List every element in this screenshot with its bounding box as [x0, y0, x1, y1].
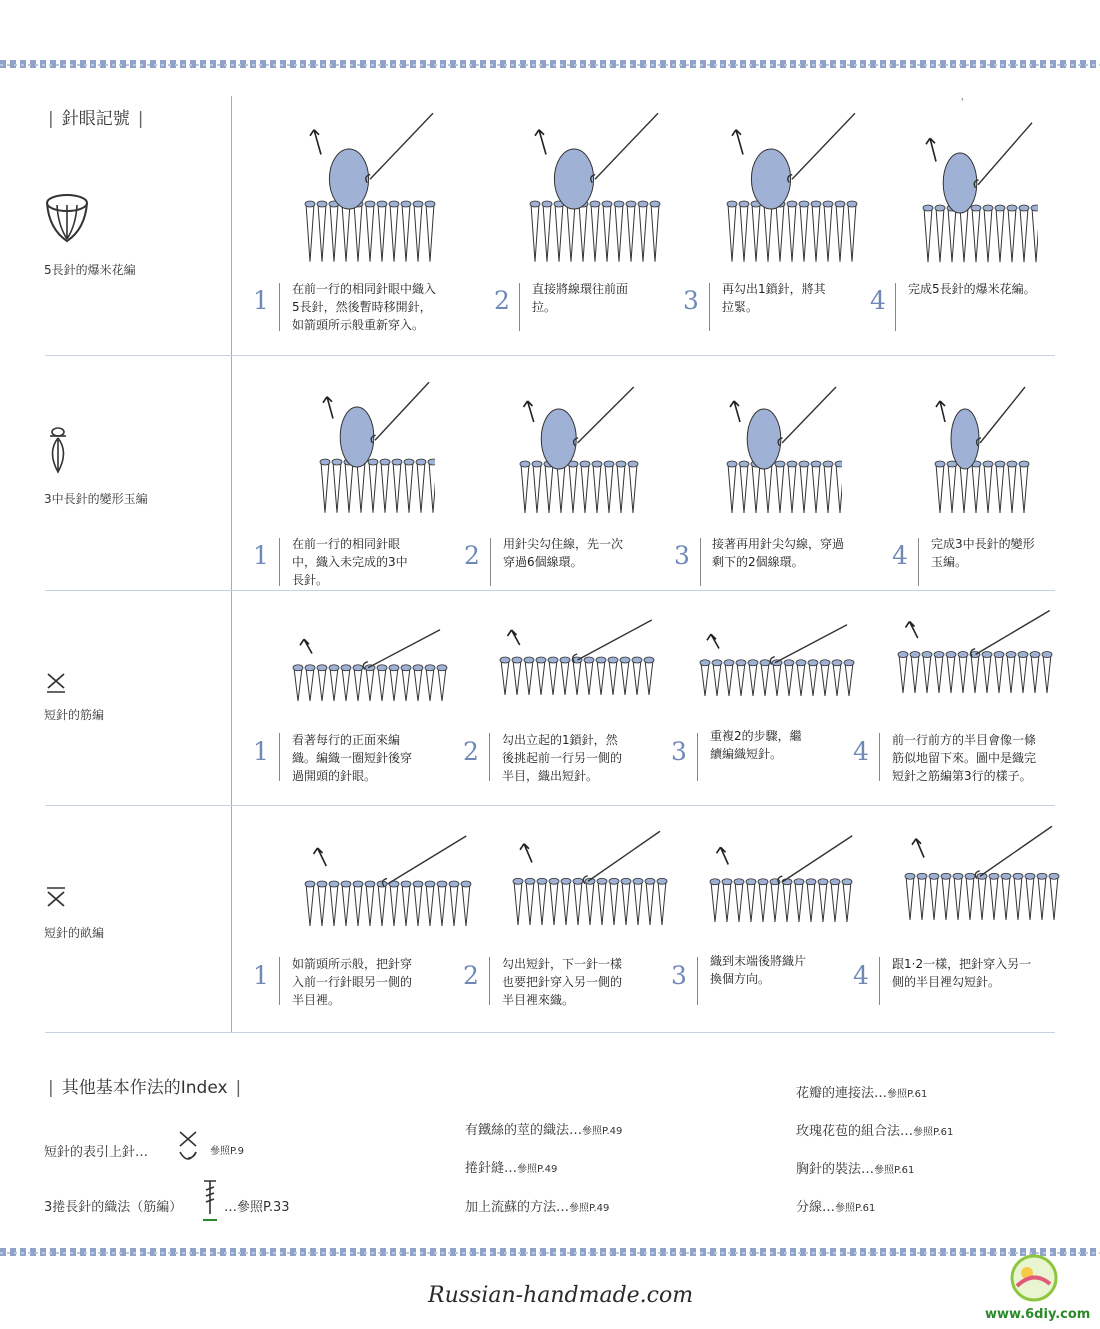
stitch-illustration: [900, 820, 1060, 945]
stitch-illustration: [930, 380, 1030, 520]
step-divider: [697, 957, 698, 1005]
step-text: 前一行前方的半目會像一條 筋似地留下來。圖中是織完 短針之筋編第3行的樣子。: [892, 733, 1037, 783]
step-divider: [279, 957, 280, 1005]
watermark: Russian-handmade.com: [428, 1283, 694, 1308]
step-text: 用針尖勾住線，先一次 穿過6個線環。: [503, 537, 624, 569]
step-text: 完成3中長針的變形 玉編。: [931, 537, 1035, 569]
step-divider: [879, 733, 880, 781]
step-text: 重複2的步驟，繼 續編織短針。: [710, 729, 802, 761]
step-divider: [918, 538, 919, 586]
stitch-illustration: [315, 375, 435, 520]
stitch-illustration: [893, 605, 1058, 715]
row-divider: [45, 590, 1055, 591]
step-number: 1: [253, 737, 269, 766]
step-divider: [489, 733, 490, 781]
popcorn-icon: [44, 193, 90, 245]
stitch-illustration: [288, 625, 448, 720]
stitch-illustration: [918, 115, 1038, 270]
index-item: 分線…參照P.61: [796, 1200, 876, 1215]
step-text: 直接將線環往前面 拉。: [532, 282, 629, 314]
step-text: 跟1·2一樣，把針穿入另一 側的半目裡勾短針。: [892, 957, 1032, 989]
index-item: 3捲長針的織法（筋編）: [44, 1200, 183, 1215]
step-number: 2: [463, 737, 479, 766]
index-item: 有鐵絲的莖的織法…參照P.49: [465, 1123, 623, 1138]
row-label-ridge: 短針的畝編: [44, 926, 105, 940]
step-divider: [700, 538, 701, 586]
stitch-illustration: [722, 105, 862, 270]
stitch-illustration: [508, 825, 668, 950]
step-divider: [489, 957, 490, 1005]
stitch-illustration: [705, 830, 860, 945]
step-divider: [879, 957, 880, 1005]
step-text: 織到末端後將織片 換個方向。: [710, 954, 807, 986]
step-number: 4: [870, 286, 886, 315]
single-crochet-ridge-icon: [45, 886, 67, 912]
step-number: 1: [253, 961, 269, 990]
step-text: 勾出立起的1鎖針，然 後挑起前一行另一側的 半目，織出短針。: [502, 733, 623, 783]
index-item: 捲針縫…參照P.49: [465, 1161, 558, 1176]
step-number: 3: [674, 541, 690, 570]
step-text: 在前一行的相同針眼 中，織入未完成的3中 長針。: [292, 537, 408, 587]
section-title: | 針眼記號 |: [48, 109, 144, 129]
step-text: 如箭頭所示般，把針穿 入前一行針眼另一側的 半目裡。: [292, 957, 413, 1007]
index-ref: 參照P.9: [210, 1146, 245, 1157]
index-item: 加上流蘇的方法…參照P.49: [465, 1200, 610, 1215]
step-text: 勾出短針，下一針一樣 也要把針穿入另一側的 半目裡來織。: [502, 957, 623, 1007]
step-text: 接著再用針尖勾線，穿過 剩下的2個線環。: [712, 537, 845, 569]
index-item: 玫瑰花苞的組合法…參照P.61: [796, 1124, 954, 1139]
single-crochet-rib-icon: [45, 670, 67, 694]
stitch-illustration: [495, 615, 660, 715]
column-divider: [231, 96, 232, 1033]
index-item: 短針的表引上針…: [44, 1145, 149, 1160]
step-text: 看著每行的正面來編 織。編織一圈短針後穿 過開頭的針眼。: [292, 733, 413, 783]
step-text: 在前一行的相同針眼中織入 5長針，然後暫時移開針， 如箭頭所示般重新穿入。: [292, 282, 437, 332]
step-divider: [697, 733, 698, 781]
step-text: 再勾出1鎖針，將其 拉緊。: [722, 282, 826, 314]
page-mark: ˒: [961, 95, 965, 106]
row-divider: [45, 805, 1055, 806]
index-ref: …參照P.33: [224, 1200, 290, 1215]
step-number: 3: [671, 737, 687, 766]
step-divider: [895, 283, 896, 331]
index-item: 花瓣的連接法…參照P.61: [796, 1086, 928, 1101]
step-number: 2: [463, 961, 479, 990]
step-number: 3: [671, 961, 687, 990]
bottom-dashed-border: [0, 1248, 1100, 1256]
top-dashed-border: [0, 60, 1100, 68]
row-label-puff: 3中長針的變形玉編: [44, 492, 148, 506]
stitch-illustration: [525, 105, 665, 270]
row-divider: [45, 1032, 1055, 1033]
step-number: 4: [892, 541, 908, 570]
stitch-illustration: [695, 620, 855, 715]
stitch-illustration: [300, 105, 440, 270]
row-label-rib: 短針的筋編: [44, 708, 105, 722]
stitch-illustration: [515, 380, 640, 520]
step-divider: [279, 538, 280, 586]
index-title: | 其他基本作法的Index |: [48, 1078, 242, 1098]
step-divider: [490, 538, 491, 586]
step-number: 3: [683, 286, 699, 315]
row-label-popcorn: 5長針的爆米花編: [44, 263, 136, 277]
step-number: 2: [464, 541, 480, 570]
step-number: 1: [253, 541, 269, 570]
logo-url: www.6diy.com: [985, 1307, 1091, 1322]
row-divider: [45, 355, 1055, 356]
step-divider: [709, 283, 710, 331]
step-number: 1: [253, 286, 269, 315]
step-number: 4: [853, 737, 869, 766]
step-number: 4: [853, 961, 869, 990]
stitch-illustration: [300, 830, 475, 950]
triple-treble-rib-icon: [202, 1178, 218, 1224]
step-divider: [279, 733, 280, 781]
index-title-text: 其他基本作法的Index: [61, 1078, 228, 1098]
stitch-illustration: [722, 380, 842, 520]
index-item: 胸針的裝法…參照P.61: [796, 1162, 915, 1177]
puff-stitch-icon: [45, 426, 71, 476]
front-post-sc-icon: [176, 1128, 200, 1166]
section-title-text: 針眼記號: [61, 109, 130, 129]
step-divider: [279, 283, 280, 331]
step-text: 完成5長針的爆米花編。: [908, 282, 1036, 296]
step-number: 2: [494, 286, 510, 315]
step-divider: [519, 283, 520, 331]
